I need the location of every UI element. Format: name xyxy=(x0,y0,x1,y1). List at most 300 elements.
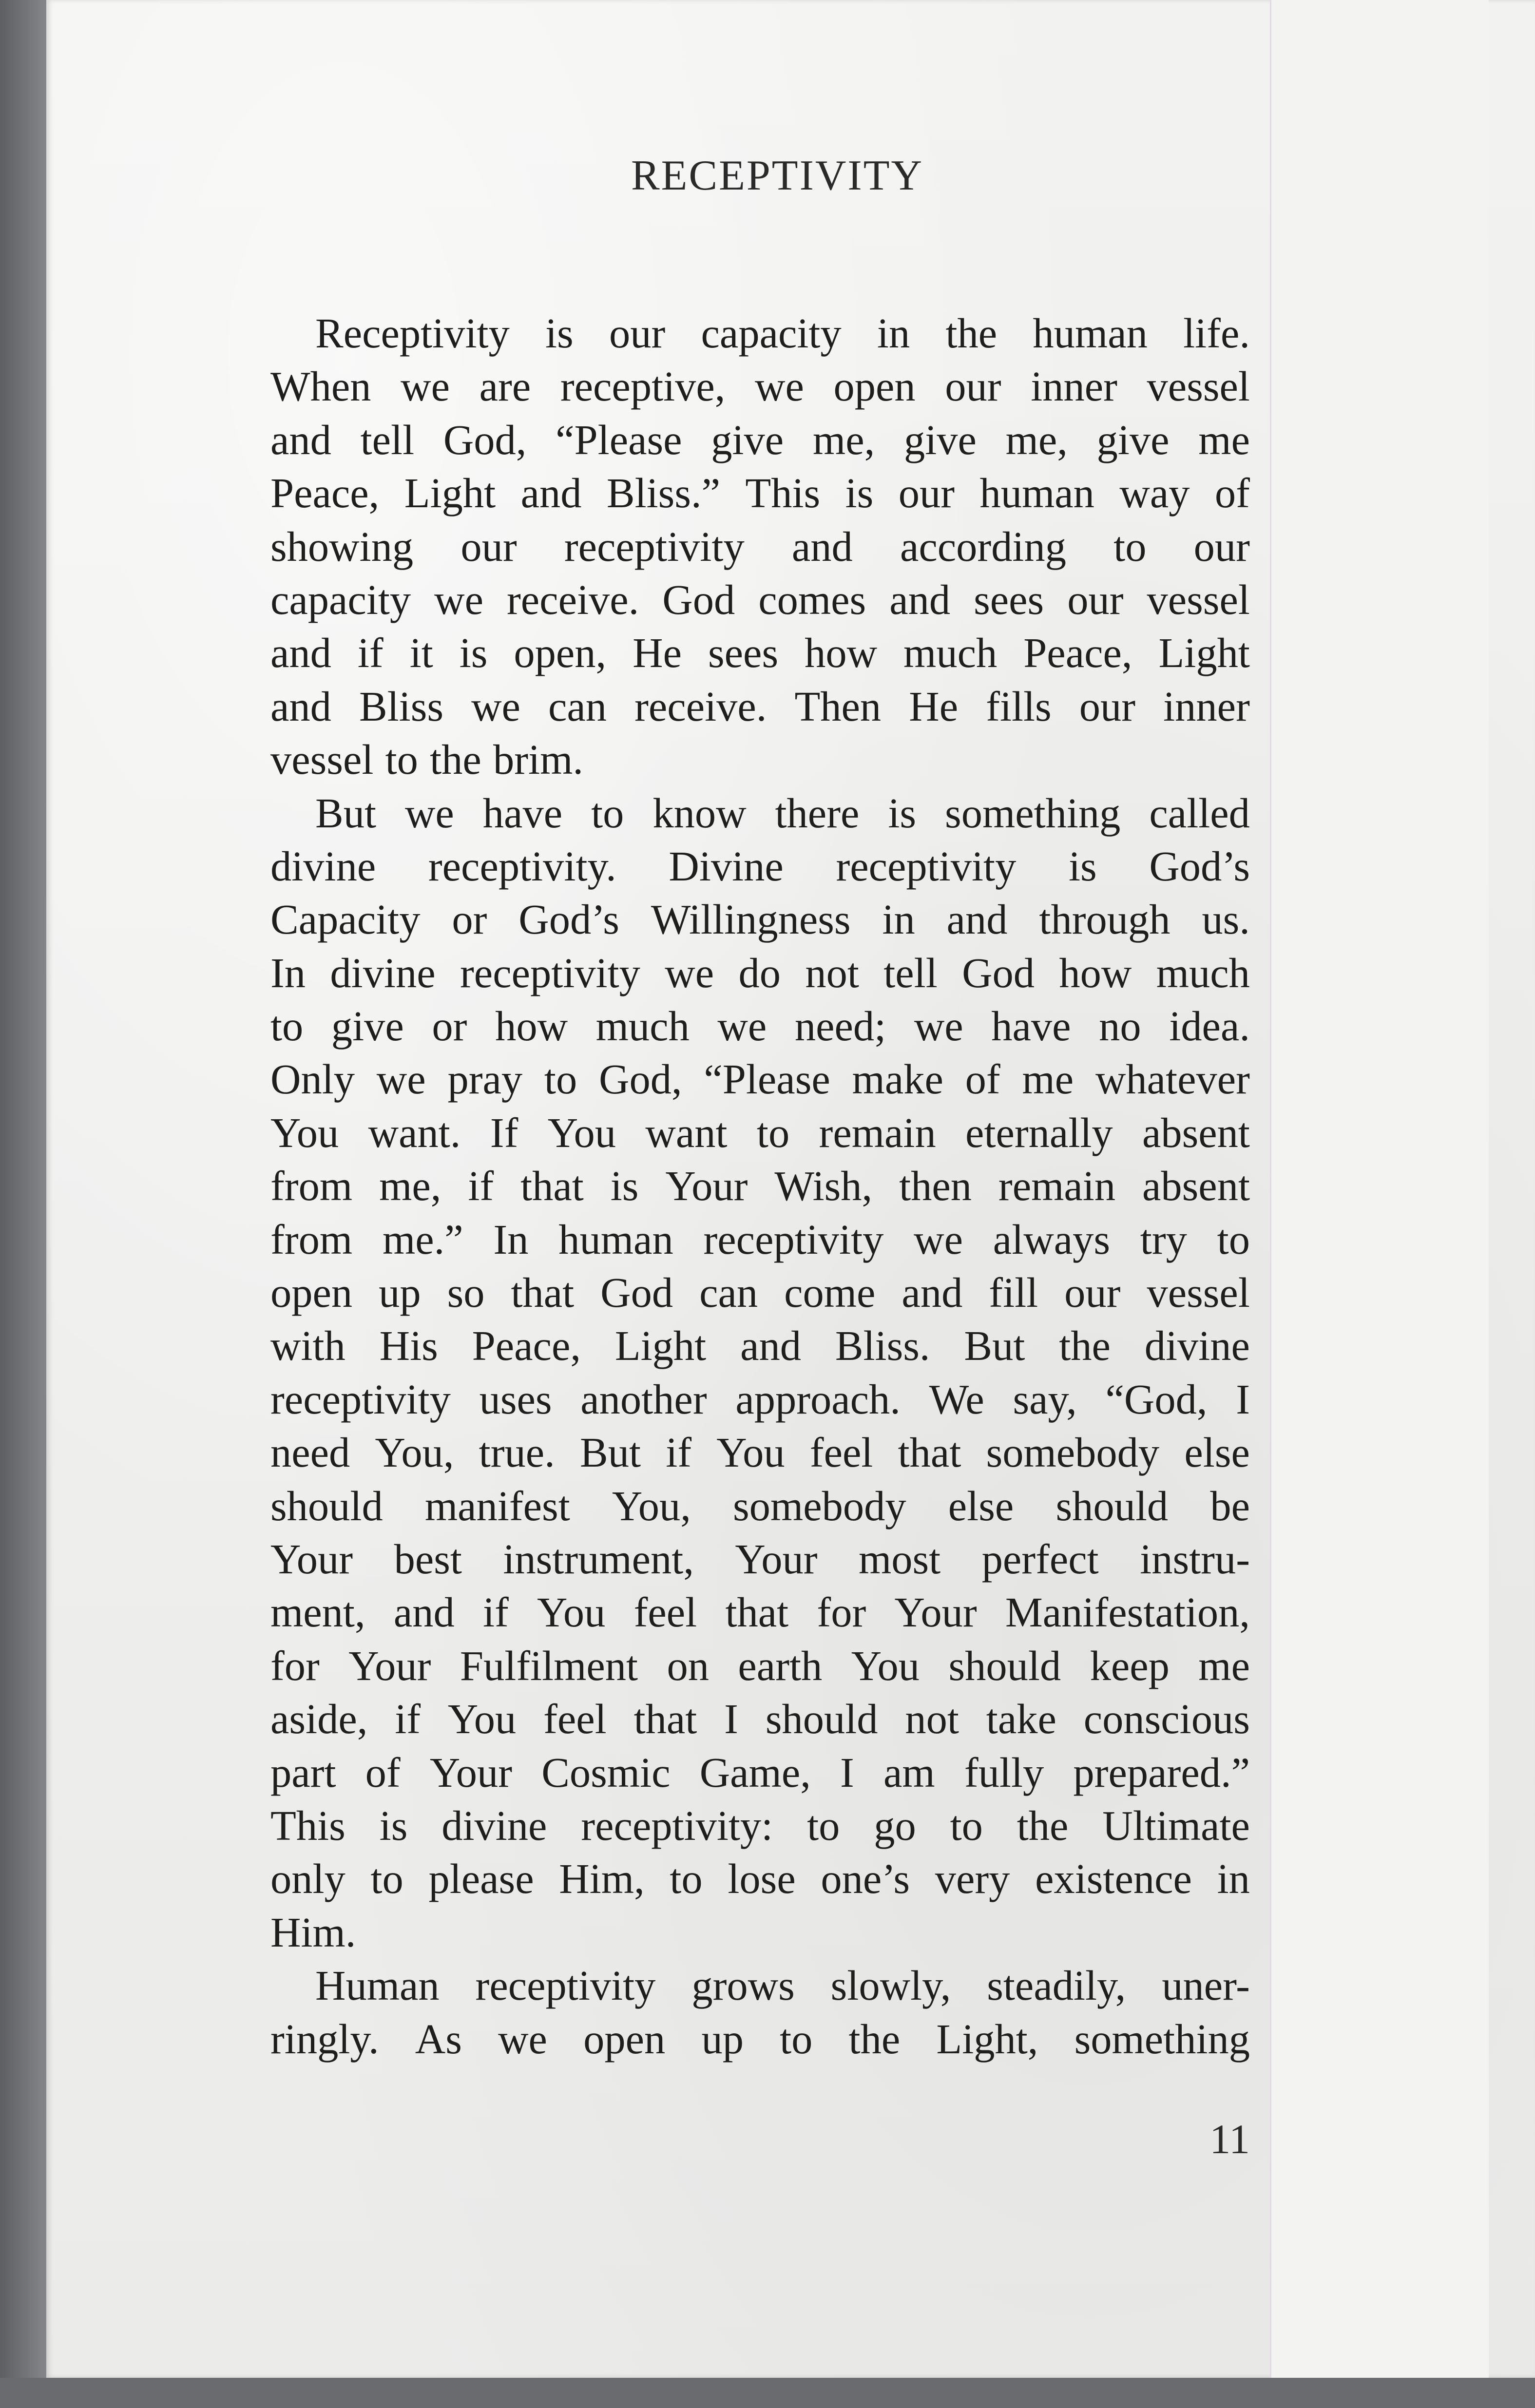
word: our xyxy=(460,523,517,570)
word: best xyxy=(394,1535,462,1583)
word: our xyxy=(1064,1269,1121,1317)
word: Game, xyxy=(699,1749,811,1796)
word: called xyxy=(1149,789,1250,837)
word: is xyxy=(545,310,574,357)
word: tell xyxy=(360,416,415,463)
word: not xyxy=(905,1696,959,1743)
word: Light, xyxy=(936,2015,1038,2063)
word: that xyxy=(633,1696,697,1743)
word: that xyxy=(511,1269,575,1317)
text-line xyxy=(270,1426,1250,1479)
word: to xyxy=(1217,1216,1250,1263)
word: we xyxy=(665,949,714,996)
word: how xyxy=(495,1003,568,1050)
word: tell xyxy=(883,949,938,996)
word: Receptivity xyxy=(315,310,510,357)
word: You xyxy=(851,1642,920,1689)
word: we xyxy=(471,683,520,730)
word: try xyxy=(1140,1216,1187,1263)
text-line xyxy=(270,1640,1250,1693)
word: or xyxy=(432,1003,467,1050)
running-title: RECEPTIVITY xyxy=(631,152,924,199)
word: should xyxy=(1055,1482,1169,1529)
word: is xyxy=(845,470,874,517)
word: most xyxy=(858,1535,941,1583)
text-line xyxy=(270,893,1250,946)
word: is xyxy=(610,1163,639,1210)
word: according xyxy=(900,523,1066,570)
word: our xyxy=(609,310,666,357)
word: human xyxy=(558,1216,673,1263)
word: Your xyxy=(270,1535,353,1583)
word: Fulfilment xyxy=(460,1642,638,1689)
word: remain xyxy=(998,1163,1116,1210)
word: Light xyxy=(1158,630,1250,677)
word: be xyxy=(1210,1482,1250,1529)
word: fills xyxy=(986,683,1052,730)
word: the xyxy=(848,2015,901,2063)
word: to xyxy=(270,1003,304,1050)
word: inner xyxy=(1031,363,1117,410)
word: me xyxy=(1022,1056,1074,1103)
word: that xyxy=(520,1163,584,1210)
word: another xyxy=(580,1376,707,1423)
word: we xyxy=(404,789,454,837)
text-line xyxy=(270,1107,1250,1160)
word: way xyxy=(1119,470,1190,517)
text-line xyxy=(270,1373,1250,1426)
word: Willingness xyxy=(651,896,851,943)
word: This xyxy=(745,470,821,517)
word: Bliss xyxy=(359,683,444,730)
word: sees xyxy=(708,630,779,677)
word: aside, xyxy=(270,1696,368,1743)
word: Peace, xyxy=(1023,630,1132,677)
word: I xyxy=(1236,1376,1250,1423)
word: come xyxy=(784,1269,876,1317)
word: or xyxy=(452,896,487,943)
word: is xyxy=(459,630,488,677)
text-line xyxy=(270,787,1250,840)
word: want. xyxy=(368,1109,461,1156)
word: can xyxy=(548,683,607,730)
word: human xyxy=(979,470,1094,517)
word: have xyxy=(482,789,563,837)
word: take xyxy=(986,1696,1056,1743)
word: manifest xyxy=(424,1482,570,1529)
word: our xyxy=(898,470,955,517)
word: In xyxy=(493,1216,529,1263)
word: that xyxy=(725,1589,789,1636)
word: if xyxy=(357,630,384,677)
word: are xyxy=(479,363,531,410)
word: vessel xyxy=(1147,576,1250,623)
word: should xyxy=(948,1642,1061,1689)
word: He xyxy=(633,630,682,677)
word: We xyxy=(929,1376,984,1423)
word: keep xyxy=(1090,1642,1170,1689)
word: open xyxy=(833,363,916,410)
text-line xyxy=(270,1693,1250,1746)
text-line xyxy=(270,1000,1250,1053)
word: of xyxy=(965,1056,1000,1103)
word: always xyxy=(993,1216,1110,1263)
word: is xyxy=(1068,842,1097,890)
word: Capacity xyxy=(270,896,421,943)
word: earth xyxy=(738,1642,823,1689)
word: Light xyxy=(614,1322,707,1370)
word: remain xyxy=(819,1109,936,1156)
word: something xyxy=(945,789,1121,837)
page-number: 11 xyxy=(1209,2116,1250,2162)
text-line xyxy=(270,1266,1250,1319)
word: “Please xyxy=(556,416,682,463)
body-text xyxy=(270,307,1250,2066)
word: Him. xyxy=(270,1909,356,1956)
word: conscious xyxy=(1083,1696,1250,1743)
word: in xyxy=(882,896,915,943)
word: to xyxy=(780,2015,813,2063)
word: God, xyxy=(599,1056,682,1103)
word: As xyxy=(415,2015,462,2063)
word: Divine xyxy=(669,842,784,890)
text-line xyxy=(270,573,1250,627)
word: of xyxy=(1214,470,1250,517)
word: receptivity xyxy=(836,842,1017,890)
word: God xyxy=(600,1269,673,1317)
word: vessel xyxy=(270,736,374,784)
word: Your xyxy=(894,1589,977,1636)
word: God’s xyxy=(518,896,619,943)
text-line xyxy=(270,627,1250,680)
word: the xyxy=(1017,1802,1069,1849)
word: and xyxy=(520,470,582,517)
text-line xyxy=(270,1959,1250,2012)
word: make xyxy=(852,1056,943,1103)
text-line xyxy=(270,2013,1250,2066)
word: much xyxy=(595,1003,690,1050)
word: the xyxy=(430,736,481,784)
word: absent xyxy=(1142,1109,1250,1156)
word: me xyxy=(1198,1642,1250,1689)
word: go xyxy=(874,1802,916,1849)
word: on xyxy=(667,1642,709,1689)
word: much xyxy=(1156,949,1250,996)
word: part xyxy=(270,1749,336,1796)
word: not xyxy=(805,949,859,996)
word: we xyxy=(401,363,450,410)
word: ment, xyxy=(270,1589,365,1636)
text-line xyxy=(270,1853,1250,1906)
word: our xyxy=(1079,683,1136,730)
text-line xyxy=(270,1586,1250,1639)
word: receptive, xyxy=(560,363,726,410)
word: much xyxy=(903,630,998,677)
word: But xyxy=(315,789,376,837)
word: capacity xyxy=(701,310,842,357)
word: somebody xyxy=(986,1429,1160,1476)
word: me, xyxy=(379,1163,441,1210)
word: and xyxy=(946,896,1008,943)
word: perfect xyxy=(981,1535,1099,1583)
word: for xyxy=(270,1642,320,1689)
word: receptivity xyxy=(475,1962,656,2009)
word: divine xyxy=(270,842,376,890)
text-line xyxy=(270,1799,1250,1853)
word: we xyxy=(717,1003,767,1050)
word: human xyxy=(1033,310,1148,357)
word: then xyxy=(899,1163,972,1210)
text-line xyxy=(270,467,1250,520)
word: vessel xyxy=(1147,363,1250,410)
word: receptivity xyxy=(703,1216,884,1263)
page-trim-line xyxy=(1270,0,1271,2378)
word: receptivity: xyxy=(581,1802,773,1849)
word: is xyxy=(379,1802,408,1849)
word: receptivity xyxy=(270,1376,451,1423)
word: our xyxy=(1067,576,1124,623)
word: the xyxy=(945,310,998,357)
word: to xyxy=(385,736,418,784)
word: is xyxy=(888,789,917,837)
word: I xyxy=(724,1696,738,1743)
word: Peace, xyxy=(270,470,380,517)
word: If xyxy=(490,1109,518,1156)
word: Your xyxy=(735,1535,818,1583)
word: fully xyxy=(964,1749,1044,1796)
word: This xyxy=(270,1802,345,1849)
word: eternally xyxy=(965,1109,1113,1156)
text-line xyxy=(270,840,1250,893)
page-right-margin xyxy=(1271,0,1489,2378)
word: slowly, xyxy=(830,1962,951,2009)
word: divine xyxy=(441,1802,547,1849)
word: to xyxy=(807,1802,840,1849)
word: Then xyxy=(794,683,882,730)
word: But xyxy=(580,1429,641,1476)
word: sees xyxy=(974,576,1044,623)
word: we xyxy=(755,363,804,410)
word: have xyxy=(991,1003,1071,1050)
text-line xyxy=(270,1053,1250,1106)
word: should xyxy=(270,1482,383,1529)
word: so xyxy=(447,1269,485,1317)
word: inner xyxy=(1163,683,1250,730)
word: receptivity xyxy=(460,949,640,996)
word: life. xyxy=(1183,310,1250,357)
word: Bliss.” xyxy=(606,470,720,517)
word: want xyxy=(645,1109,728,1156)
word: to xyxy=(1113,523,1147,570)
word: When xyxy=(270,363,371,410)
word: we xyxy=(376,1056,426,1103)
word: receptivity. xyxy=(428,842,616,890)
word: do xyxy=(738,949,781,996)
word: instrument, xyxy=(503,1535,694,1583)
word: it xyxy=(409,630,433,677)
word: God’s xyxy=(1149,842,1250,890)
word: Wish, xyxy=(774,1163,873,1210)
word: God, xyxy=(443,416,527,463)
word: You xyxy=(716,1429,785,1476)
word: fill xyxy=(989,1269,1038,1317)
word: divine xyxy=(1144,1322,1250,1370)
word: give xyxy=(711,416,784,463)
word: if xyxy=(395,1696,421,1743)
word: Ultimate xyxy=(1102,1802,1250,1849)
word: and xyxy=(270,683,331,730)
word: receptivity xyxy=(564,523,745,570)
text-line xyxy=(270,1533,1250,1586)
word: give xyxy=(331,1003,404,1050)
word: approach. xyxy=(735,1376,901,1423)
text-line xyxy=(270,1906,1250,1959)
word: showing xyxy=(270,523,414,570)
word: You xyxy=(270,1109,339,1156)
word: Manifestation, xyxy=(1005,1589,1250,1636)
word: if xyxy=(666,1429,692,1476)
word: receive. xyxy=(506,576,639,623)
word: prepared.” xyxy=(1073,1749,1250,1796)
word: else xyxy=(948,1482,1014,1529)
word: to xyxy=(756,1109,790,1156)
text-line xyxy=(270,733,1250,786)
word: You xyxy=(547,1109,616,1156)
word: give xyxy=(903,416,977,463)
word: how xyxy=(1059,949,1132,996)
word: God xyxy=(662,576,735,623)
word: from xyxy=(270,1163,353,1210)
word: something xyxy=(1074,2015,1250,2063)
word: lose xyxy=(728,1855,796,1903)
word: grows xyxy=(691,1962,795,2009)
word: me.” xyxy=(382,1216,463,1263)
word: You, xyxy=(612,1482,691,1529)
text-line xyxy=(270,520,1250,573)
word: need xyxy=(270,1429,350,1476)
word: pray xyxy=(447,1056,523,1103)
word: and xyxy=(740,1322,801,1370)
word: through xyxy=(1039,896,1170,943)
text-line xyxy=(270,1213,1250,1266)
word: uses xyxy=(479,1376,552,1423)
word: for xyxy=(817,1589,866,1636)
word: brim. xyxy=(493,736,584,784)
word: of xyxy=(365,1749,401,1796)
word: But xyxy=(964,1322,1025,1370)
word: God xyxy=(962,949,1035,996)
word: we xyxy=(434,576,483,623)
word: Light xyxy=(404,470,496,517)
word: that xyxy=(898,1429,961,1476)
word: Your xyxy=(429,1749,513,1796)
word: Peace, xyxy=(472,1322,581,1370)
word: existence xyxy=(1035,1855,1192,1903)
text-line xyxy=(270,680,1250,733)
scan-shadow-left xyxy=(0,0,54,2408)
word: me xyxy=(1198,416,1250,463)
word: give xyxy=(1096,416,1170,463)
word: His xyxy=(379,1322,438,1370)
word: steadily, xyxy=(987,1962,1126,2009)
word: we xyxy=(498,2015,547,2063)
word: how xyxy=(805,630,878,677)
word: us. xyxy=(1202,896,1250,943)
word: ringly. xyxy=(270,2015,379,2063)
word: say, xyxy=(1013,1376,1077,1423)
word: I xyxy=(840,1749,854,1796)
word: He xyxy=(909,683,959,730)
word: feel xyxy=(543,1696,607,1743)
word: me, xyxy=(812,416,875,463)
word: vessel xyxy=(1147,1269,1250,1317)
word: and xyxy=(393,1589,455,1636)
word: instru- xyxy=(1140,1535,1250,1583)
scan-shadow-bottom xyxy=(0,2378,1535,2408)
word: me, xyxy=(1005,416,1068,463)
word: please xyxy=(428,1855,534,1903)
word: no xyxy=(1099,1003,1141,1050)
word: Your xyxy=(665,1163,748,1210)
word: in xyxy=(877,310,910,357)
word: comes xyxy=(758,576,866,623)
word: true. xyxy=(479,1429,555,1476)
text-line xyxy=(270,1319,1250,1373)
text-line xyxy=(270,1746,1250,1799)
word: one’s xyxy=(821,1855,910,1903)
word: there xyxy=(775,789,860,837)
word: whatever xyxy=(1095,1056,1250,1103)
word: Your xyxy=(348,1642,431,1689)
word: and xyxy=(270,416,331,463)
word: our xyxy=(1193,523,1250,570)
word: feel xyxy=(633,1589,697,1636)
word: Cosmic xyxy=(541,1749,671,1796)
text-line xyxy=(270,947,1250,1000)
word: You xyxy=(537,1589,606,1636)
word: else xyxy=(1184,1429,1250,1476)
word: very xyxy=(935,1855,1010,1903)
word: and xyxy=(270,630,331,677)
word: and xyxy=(889,576,951,623)
word: You, xyxy=(375,1429,454,1476)
word: You xyxy=(447,1696,517,1743)
word: if xyxy=(468,1163,494,1210)
word: divine xyxy=(330,949,436,996)
word: “Please xyxy=(704,1056,830,1103)
word: up xyxy=(379,1269,421,1317)
word: only xyxy=(270,1855,345,1903)
word: from xyxy=(270,1216,353,1263)
word: “God, xyxy=(1105,1376,1208,1423)
word: absent xyxy=(1142,1163,1250,1210)
word: can xyxy=(699,1269,758,1317)
word: feel xyxy=(809,1429,873,1476)
word: to xyxy=(544,1056,577,1103)
word: Human xyxy=(315,1962,440,2009)
word: in xyxy=(1217,1855,1250,1903)
word: should xyxy=(765,1696,878,1743)
word: Him, xyxy=(559,1855,645,1903)
word: up xyxy=(701,2015,744,2063)
word: we xyxy=(914,1216,963,1263)
word: to xyxy=(591,789,624,837)
text-line xyxy=(270,414,1250,467)
word: open, xyxy=(514,630,607,677)
word: am xyxy=(883,1749,935,1796)
word: the xyxy=(1059,1322,1111,1370)
word: and xyxy=(791,523,853,570)
